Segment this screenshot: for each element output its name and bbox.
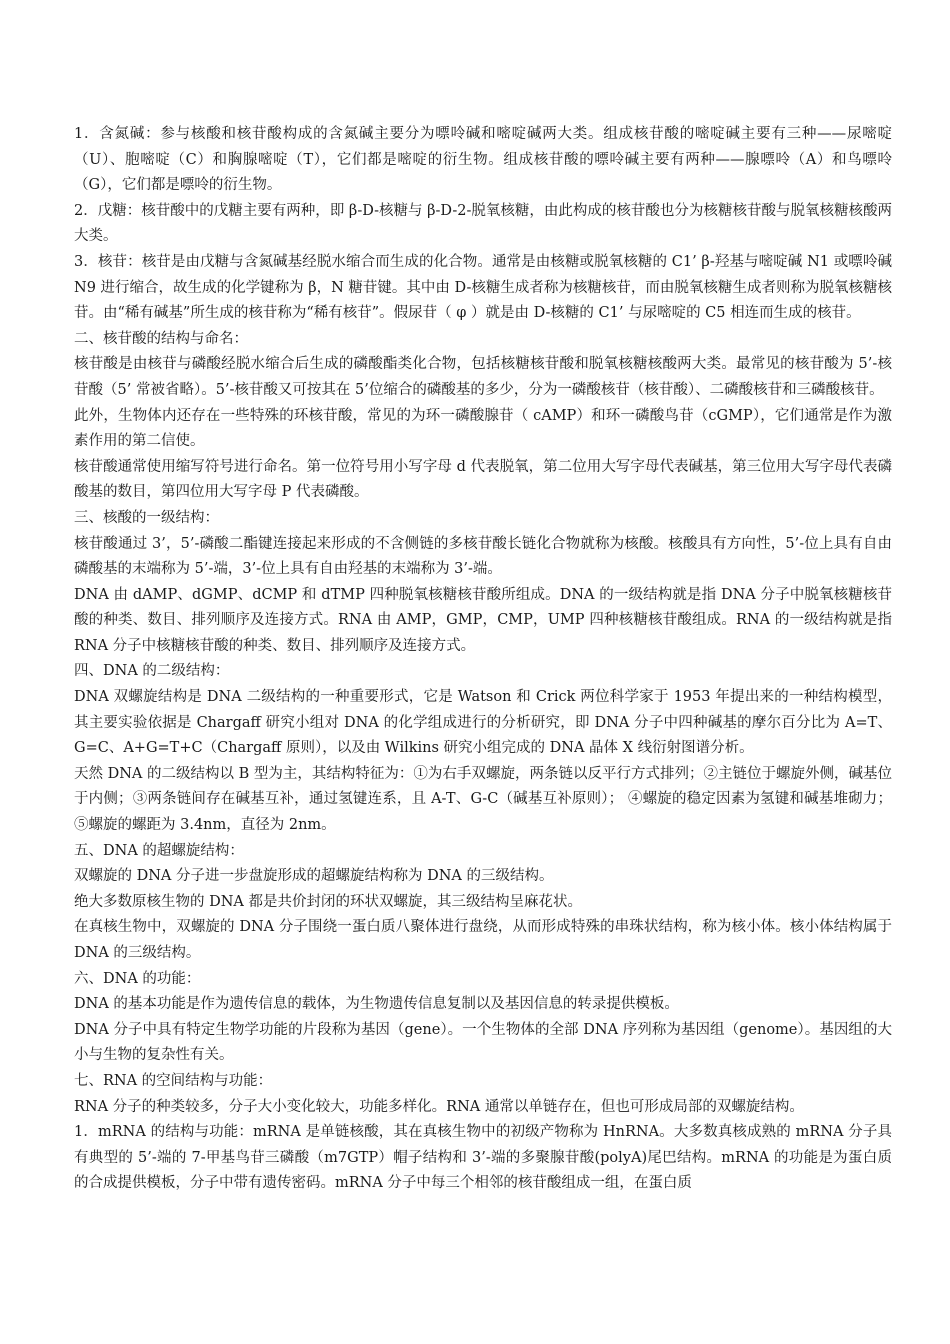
paragraph-supercoil-definition: 双螺旋的 DNA 分子进一步盘旋形成的超螺旋结构称为 DNA 的三级结构。 <box>74 868 554 885</box>
paragraph-nucleosome: 在真核生物中，双螺旋的 DNA 分子围绕一蛋白质八聚体进行盘绕，从而形成特殊的串珠状结构，称为核小体。核小体结构属于 DNA 的三级结构。 <box>74 919 892 961</box>
section-heading-dna-function: 六、DNA 的功能： <box>74 970 201 987</box>
document-page <box>74 122 892 1197</box>
paragraph-cyclic-nucleotides: 此外，生物体内还存在一些特殊的环核苷酸，常见的为环一磷酸腺苷（ cAMP）和环一磷酸鸟苷（cGMP），它们通常是作为激素作用的第二信使。 <box>74 407 892 450</box>
section-heading-supercoil: 五、DNA 的超螺旋结构： <box>74 842 244 859</box>
section-heading-primary-structure: 三、核酸的一级结构： <box>74 509 219 526</box>
section-heading-nucleotide-structure: 二、核苷酸的结构与命名： <box>74 330 248 347</box>
paragraph-dna-basic-function: DNA 的基本功能是作为遗传信息的载体，为生物遗传信息复制以及基因信息的转录提供模板。 <box>74 996 679 1013</box>
paragraph-nitrogenous-base: 1．含氮碱：参与核酸和核苷酸构成的含氮碱主要分为嘌呤碱和嘧啶碱两大类。组成核苷酸的嘧啶碱主要有三种——尿嘧啶（U）、胞嘧啶（C）和胸腺嘧啶（T），它们都是嘧啶的衍生物。组成核苷酸的嘌呤碱主要有两种——腺嘌呤（A）和鸟嘌呤（G），它们都是嘌呤的衍生物。 <box>74 126 892 194</box>
section-heading-secondary-structure: 四、DNA 的二级结构： <box>74 663 230 680</box>
paragraph-rna-overview: RNA 分子的种类较多，分子大小变化较大，功能多样化。RNA 通常以单链存在，但也可形成局部的双螺旋结构。 <box>74 1098 804 1115</box>
section-heading-rna-structure: 七、RNA 的空间结构与功能： <box>74 1072 273 1089</box>
paragraph-nucleotide-definition: 核苷酸是由核苷与磷酸经脱水缩合后生成的磷酸酯类化合物，包括核糖核苷酸和脱氧核糖核酸两大类。最常见的核苷酸为 5’-核苷酸（5’ 常被省略）。5’-核苷酸又可按其在 5’位缩合的磷酸基的多少，分为一磷酸核苷（核苷酸）、二磷酸核苷和三磷酸核苷。 <box>74 356 892 398</box>
paragraph-dna-rna-composition: DNA 由 dAMP、dGMP、dCMP 和 dTMP 四种脱氧核糖核苷酸所组成。DNA 的一级结构就是指 DNA 分子中脱氧核糖核苷酸的种类、数目、排列顺序及连接方式。RNA 由 AMP，GMP，CMP，UMP 四种核糖核苷酸组成。RNA 的一级结构就是指 RNA 分子中核糖核苷酸的种类、数目、排列顺序及连接方式。 <box>74 586 892 654</box>
paragraph-nucleoside: 3．核苷：核苷是由戊糖与含氮碱基经脱水缩合而生成的化合物。通常是由核糖或脱氧核糖的 C1’ β-羟基与嘧啶碱 N1 或嘌呤碱 N9 进行缩合，故生成的化学键称为 β，N 糖苷键。其中由 D-核糖生成者称为核糖核苷，而由脱氧核糖生成者则称为脱氧核糖核苷。由“稀有碱基”所生成的核苷称为“稀有核苷”。假尿苷（ φ ）就是由 D-核糖的 C1’ 与尿嘧啶的 C5 相连而生成的核苷。 <box>74 253 892 322</box>
paragraph-double-helix-model: DNA 双螺旋结构是 DNA 二级结构的一种重要形式，它是 Watson 和 Crick 两位科学家于 1953 年提出来的一种结构模型，其主要实验依据是 Chargaff 研究小组对 DNA 的化学组成进行的分析研究，即 DNA 分子中四种碱基的摩尔百分比为 A=T、G=C、A+G=T+C（Chargaff 原则），以及由 Wilkins 研究小组完成的 DNA 晶体 X 线衍射图谱分析。 <box>74 689 892 757</box>
paragraph-nucleic-acid-direction: 核苷酸通过 3’，5’-磷酸二酯键连接起来形成的不含侧链的多核苷酸长链化合物就称为核酸。核酸具有方向性，5’-位上具有自由磷酸基的末端称为 5’-端，3’-位上具有自由羟基的末端称为 3’-端。 <box>74 535 892 578</box>
paragraph-gene-genome: DNA 分子中具有特定生物学功能的片段称为基因（gene）。一个生物体的全部 DNA 序列称为基因组（genome）。基因组的大小与生物的复杂性有关。 <box>74 1021 892 1064</box>
paragraph-b-form-features: 天然 DNA 的二级结构以 B 型为主，其结构特征为：①为右手双螺旋，两条链以反平行方式排列；②主链位于螺旋外侧，碱基位于内侧；③两条链间存在碱基互补，通过氢键连系，且 A-T、G-C（碱基互补原则）； ④螺旋的稳定因素为氢键和碱基堆砌力；⑤螺旋的螺距为 3.4nm，直径为 2nm。 <box>74 765 892 834</box>
paragraph-prokaryote-dna: 绝大多数原核生物的 DNA 都是共价封闭的环状双螺旋，其三级结构呈麻花状。 <box>74 893 582 910</box>
paragraph-mrna-structure: 1．mRNA 的结构与功能：mRNA 是单链核酸，其在真核生物中的初级产物称为 HnRNA。大多数真核成熟的 mRNA 分子具有典型的 5’-端的 7-甲基鸟苷三磷酸（m7GTP）帽子结构和 3’-端的多聚腺苷酸(polyA)尾巴结构。mRNA 的功能是为蛋白质的合成提供模板，分子中带有遗传密码。mRNA 分子中每三个相邻的核苷酸组成一组，在蛋白质 <box>74 1124 892 1192</box>
paragraph-pentose: 2．戊糖：核苷酸中的戊糖主要有两种，即 β-D-核糖与 β-D-2-脱氧核糖，由此构成的核苷酸也分为核糖核苷酸与脱氧核糖核酸两大类。 <box>74 202 892 245</box>
paragraph-nucleotide-naming: 核苷酸通常使用缩写符号进行命名。第一位符号用小写字母 d 代表脱氧，第二位用大写字母代表碱基，第三位用大写字母代表磷酸基的数目，第四位用大写字母 P 代表磷酸。 <box>74 458 892 501</box>
